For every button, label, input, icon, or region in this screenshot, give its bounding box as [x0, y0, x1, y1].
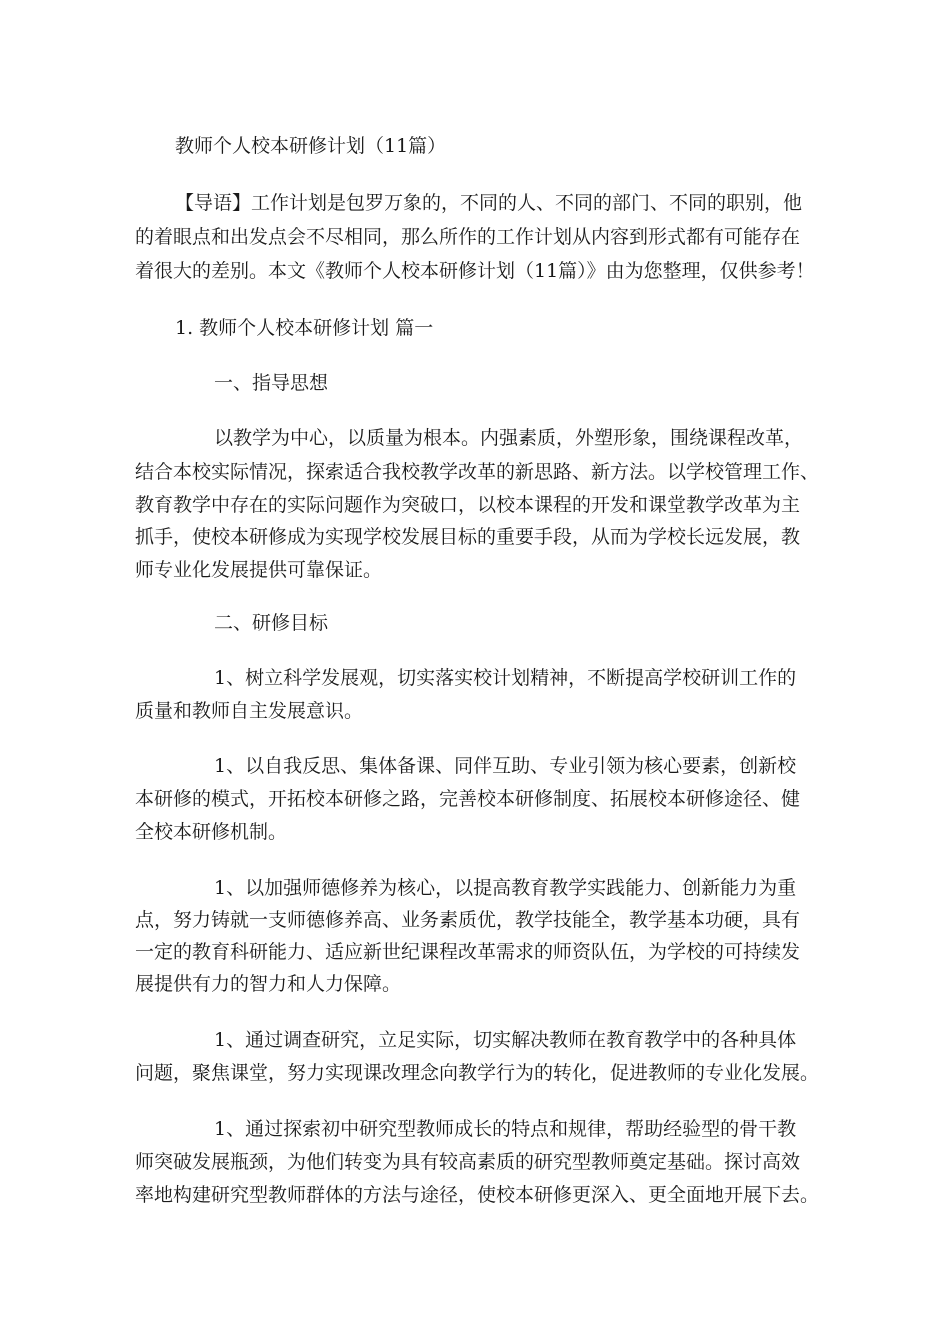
intro-line: 【导语】工作计划是包罗万象的，不同的人、不同的部门、不同的职别，他	[175, 192, 803, 214]
document-title: 教师个人校本研修计划（11篇）	[175, 135, 447, 157]
goal-line: 展提供有力的智力和人力保障。	[135, 973, 402, 995]
goal-line: 质量和教师自主发展意识。	[135, 700, 364, 722]
paragraph-line: 师专业化发展提供可靠保证。	[135, 559, 383, 581]
paragraph-line: 教育教学中存在的实际问题作为突破口，以校本课程的开发和课堂教学改革为主	[135, 494, 801, 516]
heading-guiding-ideology: 一、指导思想	[214, 372, 329, 394]
paragraph-line: 抓手，使校本研修成为实现学校发展目标的重要手段，从而为学校长远发展，教	[135, 526, 801, 548]
goal-line: 率地构建研究型教师群体的方法与途径，使校本研修更深入、更全面地开展下去。	[135, 1184, 820, 1206]
goal-line: 本研修的模式，开拓校本研修之路，完善校本研修制度、拓展校本研修途径、健	[135, 788, 801, 810]
heading-training-goals: 二、研修目标	[214, 612, 329, 634]
goal-line: 点，努力铸就一支师德修养高、业务素质优，教学技能全，教学基本功硬，具有	[135, 909, 801, 931]
goal-line: 1、树立科学发展观，切实落实校计划精神，不断提高学校研训工作的	[214, 667, 797, 689]
goal-line: 1、以加强师德修养为核心，以提高教育教学实践能力、创新能力为重	[214, 877, 797, 899]
intro-line: 着很大的差别。本文《教师个人校本研修计划（11篇）》由为您整理，仅供参考！	[135, 260, 815, 282]
goal-line: 1、以自我反思、集体备课、同伴互助、专业引领为核心要素，创新校	[214, 755, 797, 777]
goal-line: 1、通过探索初中研究型教师成长的特点和规律，帮助经验型的骨干教	[214, 1118, 797, 1140]
paragraph-line: 结合本校实际情况，探索适合我校教学改革的新思路、新方法。以学校管理工作、	[135, 461, 820, 483]
goal-line: 师突破发展瓶颈，为他们转变为具有较高素质的研究型教师奠定基础。探讨高效	[135, 1151, 801, 1173]
paragraph-line: 以教学为中心，以质量为根本。内强素质，外塑形象，围绕课程改革，	[214, 427, 804, 449]
goal-line: 问题，聚焦课堂，努力实现课改理念向教学行为的转化，促进教师的专业化发展。	[135, 1062, 820, 1084]
goal-line: 全校本研修机制。	[135, 821, 288, 843]
intro-line: 的着眼点和出发点会不尽相同，那么所作的工作计划从内容到形式都有可能存在	[135, 226, 801, 248]
section-title: 1. 教师个人校本研修计划 篇一	[175, 317, 434, 339]
goal-line: 一定的教育科研能力、适应新世纪课程改革需求的师资队伍，为学校的可持续发	[135, 941, 801, 963]
goal-line: 1、通过调查研究，立足实际，切实解决教师在教育教学中的各种具体	[214, 1029, 797, 1051]
